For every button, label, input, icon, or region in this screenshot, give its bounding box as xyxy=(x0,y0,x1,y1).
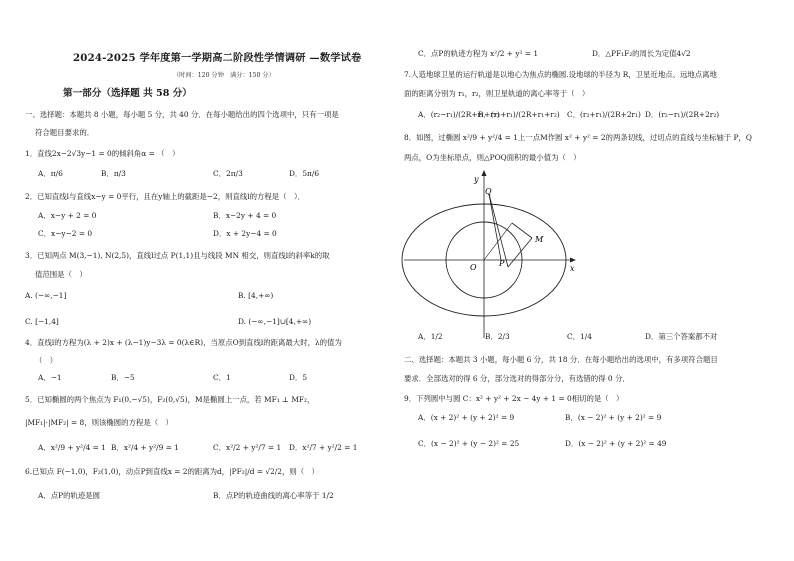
question-8-option-c[interactable]: C．1/4 xyxy=(567,332,592,341)
question-3-option-d[interactable]: D. (−∞,−1]∪[4,+∞) xyxy=(238,317,312,326)
question-7-option-b[interactable]: B．(r₂+r₁)/(2R+r₁+r₂) xyxy=(478,110,560,119)
question-9-option-d[interactable]: D．(x − 2)² + (y + 2)² = 49 xyxy=(565,439,667,448)
question-3-option-c[interactable]: C. [−1,4] xyxy=(25,317,59,326)
page-title: 2024-2025 学年度第一学期高二阶段性学情调研 —数学试卷 xyxy=(73,52,362,64)
question-6-stem: 6.已知点 F(−1,0)，F₂(1,0)，动点P到直线x = 2的距离为d，|PF₂|/d = √2/2，则（ ） xyxy=(25,467,319,476)
question-9-option-a[interactable]: A．(x + 2)² + (y + 2)² = 9 xyxy=(418,413,515,422)
question-4-stem: 4．直线l的方程为(λ + 2)x + (λ−1)y−3λ = 0(λ∈R)，当原点O到直线l的距离最大时，λ的值为 xyxy=(25,338,342,347)
question-3-option-b[interactable]: B. [4,+∞) xyxy=(238,291,274,300)
question-2-stem: 2．已知直线l与直线x−y = 0平行，且在y轴上的截距是−2，则直线l的方程是（ ）． xyxy=(25,192,306,201)
question-7-stem-cont: 面的距离分别为 r₁，r₂，则卫星轨道的离心率等于（ ） xyxy=(404,89,590,98)
exam-info: （时间：120 分钟 满分：150 分） xyxy=(173,72,275,79)
y-axis-arrow-icon xyxy=(482,170,487,176)
label-x: x xyxy=(570,264,575,273)
question-9-option-c[interactable]: C．(x − 2)² + (y − 2)² = 25 xyxy=(418,439,520,448)
question-6-option-b[interactable]: B．点P的轨迹曲线的离心率等于 1/2 xyxy=(213,491,334,500)
question-2-option-d[interactable]: D．x + 2y−4 = 0 xyxy=(213,229,277,238)
question-9-stem: 9．下列圆中与圆 C：x² + y² + 2x − 4y + 1 = 0相切的是（ ） xyxy=(404,394,624,403)
question-8-stem-cont: 两点，O为坐标原点，则△POQ面积的最小值为（ ） xyxy=(404,153,581,162)
question-5-option-c[interactable]: C．x²/2 + y²/7 = 1 xyxy=(213,443,282,452)
question-6-option-c[interactable]: C．点P的轨迹方程为 x²/2 + y² = 1 xyxy=(418,49,539,58)
part1-instructions-cont: 符合题目要求的． xyxy=(35,128,95,137)
question-7-stem: 7.人造地球卫星的运行轨道是以地心为焦点的椭圆.设地球的半径为 R，卫星近地点、远地点离地 xyxy=(404,70,717,79)
question-3-option-a[interactable]: A. (−∞,−1] xyxy=(25,291,67,300)
question-5-option-b[interactable]: B．x²/4 + y²/9 = 1 xyxy=(111,443,179,452)
question-8-figure xyxy=(400,168,600,348)
question-1-option-a[interactable]: A．π/6 xyxy=(38,169,63,178)
question-8-option-b[interactable]: B．2/3 xyxy=(485,332,510,341)
part1-heading: 第一部分（选择题 共 58 分） xyxy=(63,88,192,99)
question-4-option-b[interactable]: B．−5 xyxy=(111,373,135,382)
chord-line xyxy=(489,194,501,260)
question-4-option-d[interactable]: D．5 xyxy=(289,373,308,382)
question-7-option-d[interactable]: D．(r₂−r₁)/(2R+2r₂) xyxy=(645,110,720,119)
question-2-option-a[interactable]: A．x−y + 2 = 0 xyxy=(38,211,97,220)
question-2-option-b[interactable]: B．x−2y + 4 = 0 xyxy=(213,211,277,220)
label-o: O xyxy=(470,263,477,272)
question-5-stem: 5．已知椭圆的两个焦点为 F₁(0,−√5)，F₂(0,√5)，M是椭圆上一点，若 MF₁ ⊥ MF₂， xyxy=(25,395,315,404)
part2-instructions: 二、选择题：本题共 3 小题，每小题 6 分，共 18 分．在每小题给出的选项中，有多项符合题目 xyxy=(404,355,718,364)
question-6-option-d[interactable]: D．△PF₁F₂的周长为定值4√2 xyxy=(592,49,691,58)
question-5-stem-cont: |MF₁|·|MF₂| = 8，则该椭圆的方程是（ ） xyxy=(25,418,173,427)
tangent-line-2 xyxy=(508,238,532,267)
question-4-option-a[interactable]: A．−1 xyxy=(38,373,62,382)
tangent-line-1 xyxy=(512,223,532,238)
question-9-option-b[interactable]: B．(x − 2)² + (y + 2)² = 9 xyxy=(565,413,662,422)
part1-instructions: 一、选择题：本题共 8 小题，每小题 5 分，共 40 分．在每小题给出的四个选项中，只有一项是 xyxy=(25,110,339,119)
label-p: P xyxy=(499,259,505,268)
question-3-stem-cont: 值范围是（ ） xyxy=(35,270,87,279)
question-8-stem: 8．如图，过椭圆 x²/9 + y²/4 = 1上一点M作圆 x² + y² = 2的两条切线，过切点的直线与坐标轴于 P，Q xyxy=(404,133,752,142)
question-4-option-c[interactable]: C．1 xyxy=(213,373,231,382)
question-8-option-a[interactable]: A．1/2 xyxy=(418,332,443,341)
question-3-stem: 3．已知两点 M(3,−1), N(2,5)，直线l过点 P(1,1)且与线段 MN 相交，则直线l的斜率k的取 xyxy=(25,251,330,260)
question-1-option-d[interactable]: D．5π/6 xyxy=(289,169,320,178)
question-6-option-a[interactable]: A．点P的轨迹是圆 xyxy=(38,491,101,500)
question-7-option-c[interactable]: C．(r₂+r₁)/(2R+2r₁) xyxy=(567,110,641,119)
label-q: Q xyxy=(485,187,492,196)
part2-instructions-cont: 要求．全部选对的得 6 分，部分选对的得部分分，有选错的得 0 分． xyxy=(404,374,630,383)
question-4-stem-cont: （ ） xyxy=(35,356,58,365)
label-y: y xyxy=(474,175,479,184)
question-8-option-d[interactable]: D．第三个答案都不对 xyxy=(645,332,718,341)
question-2-option-c[interactable]: C．x−y−2 = 0 xyxy=(38,229,93,238)
x-axis-arrow-icon xyxy=(570,258,576,263)
question-1-option-b[interactable]: B．π/3 xyxy=(101,169,126,178)
label-m: M xyxy=(535,235,544,244)
question-5-option-a[interactable]: A．x²/9 + y²/4 = 1 xyxy=(38,443,106,452)
question-1-stem: 1．直线2x−2√3y−1 = 0的倾斜角α = （ ） xyxy=(25,149,180,158)
question-1-option-c[interactable]: C．2π/3 xyxy=(213,169,243,178)
question-5-option-d[interactable]: D．x²/7 + y²/2 = 1 xyxy=(289,443,358,452)
question-7-option-a[interactable]: A．(r₂−r₁)/(2R+r₁+r₂) xyxy=(418,110,500,119)
